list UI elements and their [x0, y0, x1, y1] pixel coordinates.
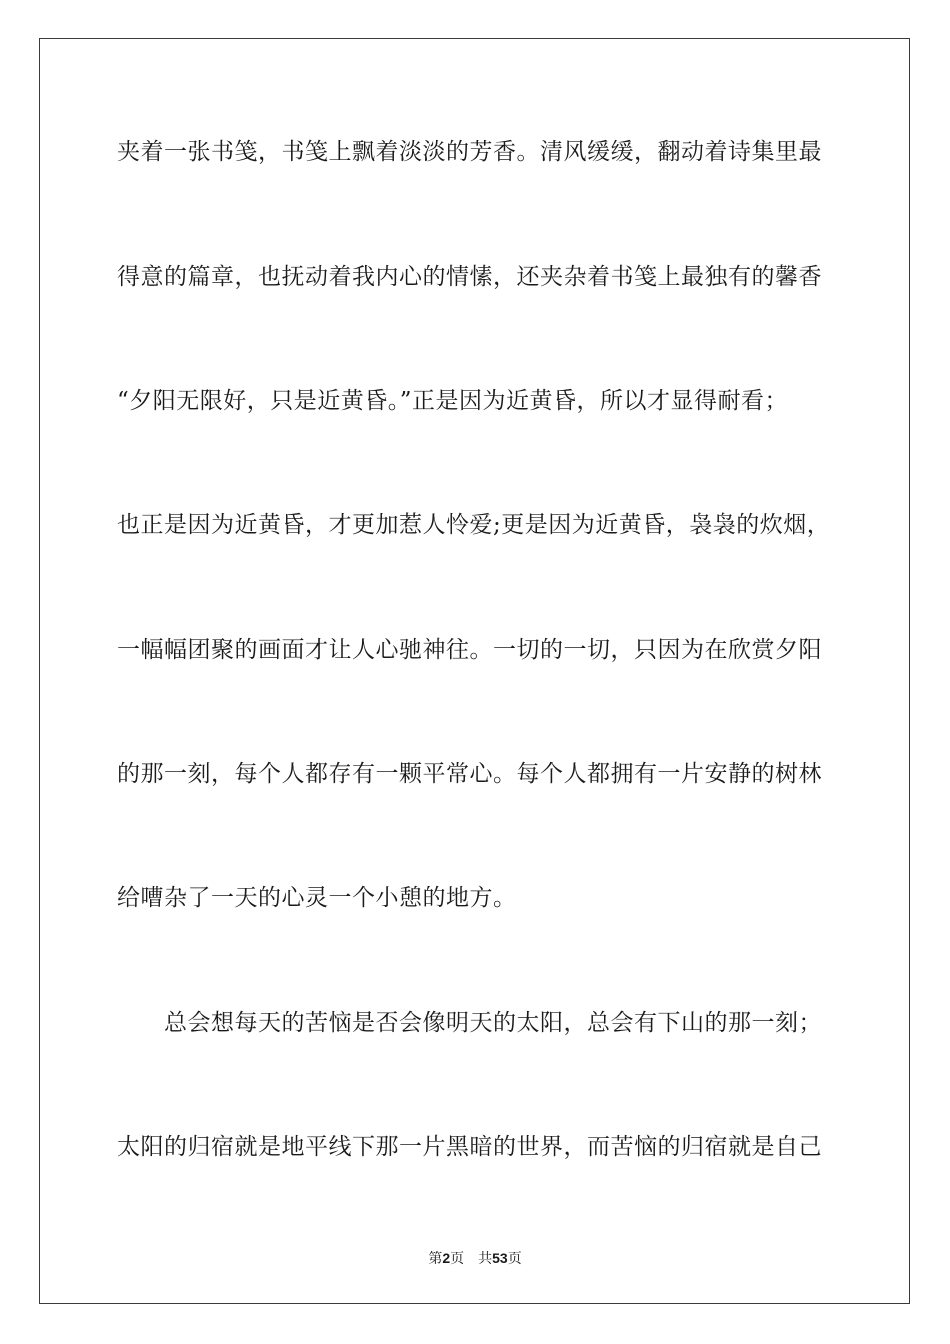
page-number: 2 [442, 1250, 451, 1266]
page-border [39, 38, 910, 1304]
text-line: 给嘈杂了一天的心灵一个小憩的地方。 [117, 885, 517, 911]
page-footer [0, 1248, 950, 1268]
page-suffix: 页 [450, 1251, 465, 1267]
text-line: 夹着一张书笺，书笺上飘着淡淡的芳香。清风缓缓，翻动着诗集里最 [117, 139, 822, 165]
paragraph-first-line: 总会想每天的苦恼是否会像明天的太阳，总会有下山的那一刻； [164, 1010, 822, 1036]
total-pages: 53 [492, 1250, 508, 1266]
text-line: “夕阳无限好，只是近黄昏。”正是因为近黄昏，所以才显得耐看； [117, 388, 789, 414]
text-line: 得意的篇章，也抚动着我内心的情愫，还夹杂着书笺上最独有的馨香 [117, 264, 822, 290]
text-line: 太阳的归宿就是地平线下那一片黑暗的世界，而苦恼的归宿就是自己 [117, 1134, 822, 1160]
page-prefix: 第 [428, 1251, 443, 1267]
text-line: 一幅幅团聚的画面才让人心驰神往。一切的一切，只因为在欣赏夕阳 [117, 637, 822, 663]
text-line: 的那一刻，每个人都存有一颗平常心。每个人都拥有一片安静的树林 [117, 761, 822, 787]
text-line: 也正是因为近黄昏，才更加惹人怜爱;更是因为近黄昏，袅袅的炊烟， [117, 512, 831, 538]
total-prefix: 共 [478, 1251, 493, 1267]
total-suffix: 页 [507, 1251, 522, 1267]
